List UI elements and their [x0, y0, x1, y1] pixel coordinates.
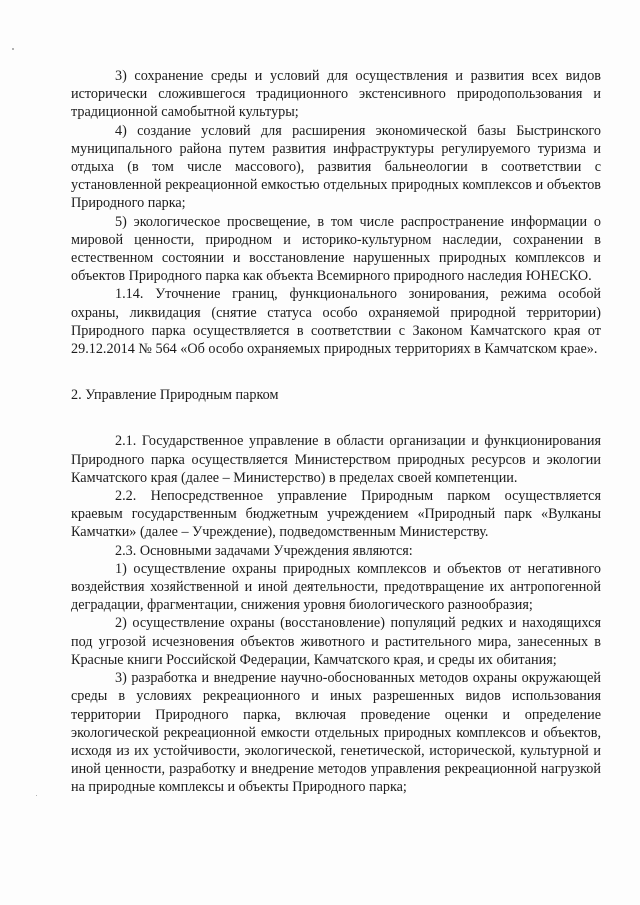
paragraph-2-1: 2.1. Государственное управление в области организации и функционирования Природного парка осуществляется Министерством природных ресурсов и экологии Камчатского края (далее – Министерство) в пределах своей компетенции. — [71, 433, 601, 486]
paragraph-5-education: 5) экологическое просвещение, в том числе распространение информации о мировой ценности, природном и историко-культурном наследии, сохранении в естественном состоянии и восстановление нарушенных природных комплексов и объектов Природного парка как объекта Всемирного природного наследия ЮНЕСКО. — [71, 213, 601, 285]
task-1-protection: 1) осуществление охраны природных комплексов и объектов от негативного воздействия хозяйственной и иной деятельности, предотвращение их антропогенной деградации, фрагментации, снижения уровня биологического разнообразия; — [71, 560, 601, 614]
section-heading: 2. Управление Природным парком — [71, 387, 279, 404]
paragraph-4-infrastructure: 4) создание условий для расширения экономической базы Быстринского муниципального района путем развития инфраструктуры регулируемого туризма и отдыха (в том числе массового), развития бальнеологии в соответствии с установленной рекреационной емкостью отдельных природных комплексов и объектов Природного парка; — [71, 122, 601, 212]
scan-speck — [36, 795, 37, 796]
document-body — [71, 67, 601, 797]
paragraph-1-14-boundaries: 1.14. Уточнение границ, функционального зонирования, режима особой охраны, ликвидация (снятие статуса особо охраняемой природной территории) Природного парка осуществляется в соответствии с Законом Камчатского края от 29.12.2014 № 564 «Об особо охраняемых природных территориях в Камчатском крае». — [71, 286, 601, 358]
paragraph-2-3: 2.3. Основными задачами Учреждения являются: — [115, 542, 413, 559]
scan-speck — [12, 48, 14, 50]
task-2-rare-species: 2) осуществление охраны (восстановление) популяций редких и находящихся под угрозой исчезновения объектов животного и растительного мира, занесенных в Красные книги Российской Федерации, Камчатского края, и среды их обитания; — [71, 615, 601, 668]
paragraph-3-environment: 3) сохранение среды и условий для осуществления и развития всех видов исторически сложившегося традиционного экстенсивного природопользования и традиционной самобытной культуры; — [71, 68, 601, 121]
task-3-methods: 3) разработка и внедрение научно-обоснованных методов охраны окружающей среды в условиях рекреационного и иных разрешенных видов использования территории Природного парка, включая проведение оценки и определение экологической рекреационной емкости отдельных природных комплексов и объектов, исходя из их устойчивости, экологической, генетической, исторической, культурной и иной ценности, разработку и внедрение методов управления рекреационной нагрузкой на природные комплексы и объекты Природного парка; — [71, 670, 601, 796]
paragraph-2-2: 2.2. Непосредственное управление Природным парком осуществляется краевым государственным бюджетным учреждением «Природный парк «Вулканы Камчатки» (далее – Учреждение), подведомственным Министерству. — [71, 488, 601, 541]
